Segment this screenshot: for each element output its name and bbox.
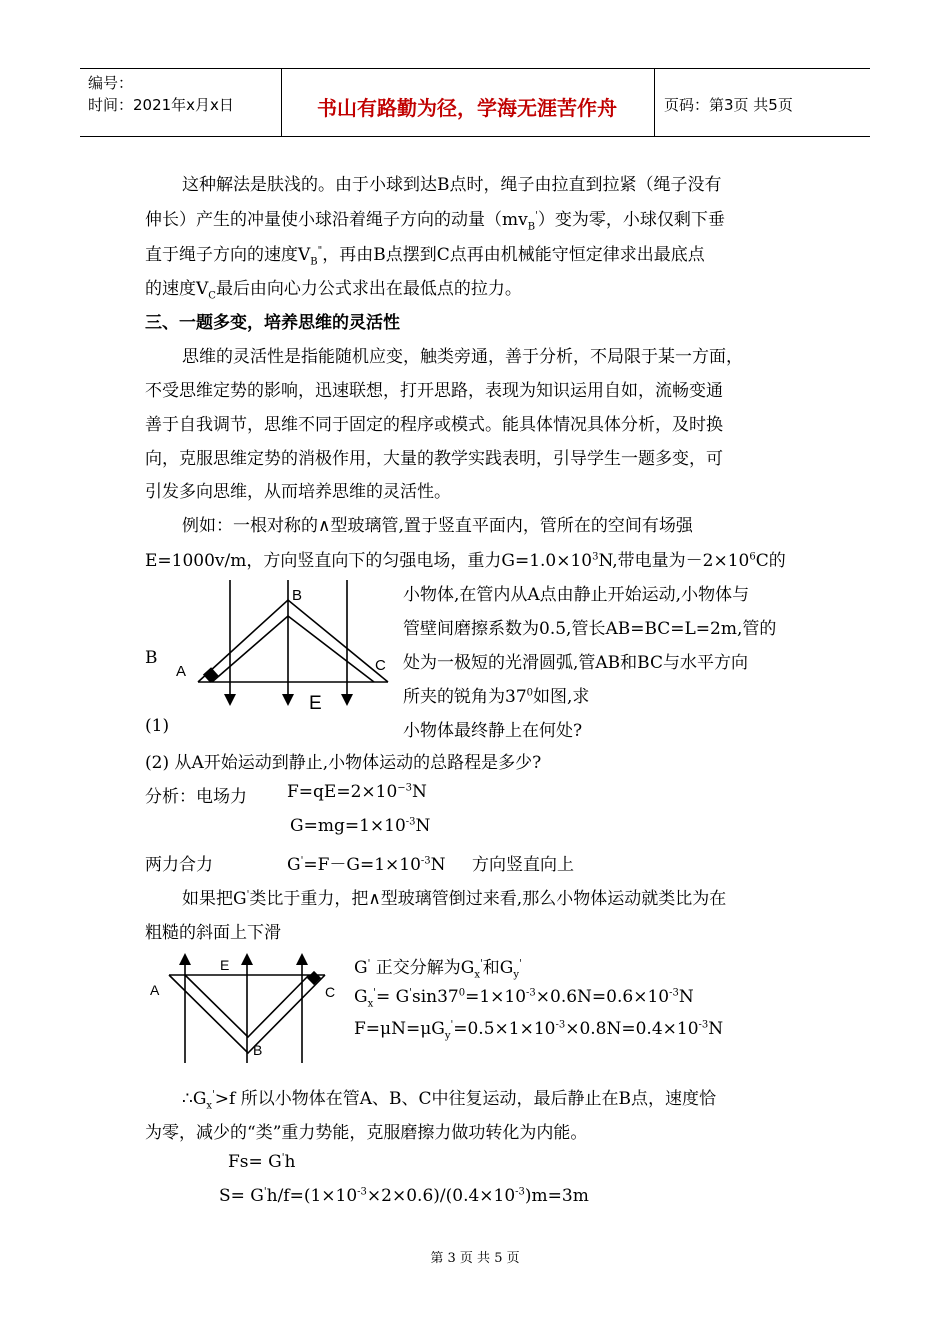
analysis-line-1: 分析：电场力 $F=qE=2\times 10^{-3}N$ — [145, 782, 427, 807]
p2-line-3: 善于自我调节，思维不同于固定的程序或模式。能具体情况具体分析，及时换 — [145, 415, 723, 435]
header-top-rule — [80, 68, 870, 69]
p1-line-4: 的速度$V_C$最后由向心力公式求出在最低点的拉力。 — [145, 279, 522, 302]
header-meta — [88, 72, 234, 116]
analysis-line-3: 两力合力 $G'=F-G=1\times 10^{-3}N$ 方向竖直向上 — [145, 855, 574, 875]
p1-line-3: 直于绳子方向的速度$V_B^"$，再由B点摆到C点再由机械能守恒定律求出最底点 — [145, 245, 705, 268]
decomp-line-2: $G_x'= G'\sin 37^0=1\times 10^{-3}\times 0.6N=0.6\times 10^{-3}N$ — [354, 987, 694, 1010]
example-line-1: 例如：一根对称的∧型玻璃管,置于竖直平面内，管所在的空间有场强 — [182, 516, 693, 536]
fig1-label-b: B — [292, 587, 303, 604]
fig1-label-a: A — [176, 663, 187, 680]
field-arrowheads — [179, 953, 308, 965]
p2-line-4: 向，克服思维定势的消极作用，大量的教学实践表明，引导学生一题多变，可 — [145, 449, 723, 469]
header-page-info: 页码：第3页 共5页 — [664, 96, 793, 114]
p2-line-1: 思维的灵活性是指能随机应变，触类旁通，善于分析，不局限于某一方面， — [182, 347, 743, 367]
figure-2-inverted-tube-diagram — [145, 945, 350, 1070]
side-label-b: B — [145, 648, 158, 668]
header-motto: 书山有路勤为径，学海无涯苦作舟 — [317, 96, 617, 120]
example-line-5: 处为一极短的光滑圆弧,管AB和BC与水平方向 — [403, 653, 748, 673]
fig2-label-b: B — [253, 1042, 263, 1058]
analogy-line-2: 粗糙的斜面上下滑 — [145, 923, 281, 943]
decomp-line-1: G' 正交分解为$G_x'$和$G_y'$ — [354, 958, 522, 981]
header-number: 编号： — [88, 74, 134, 92]
conclusion-line-2: 为零，减少的“类”重力势能，克服磨擦力做功转化为内能。 — [145, 1123, 588, 1143]
decomp-line-3: $F=\mu N=\mu G_y'=0.5\times 1\times 10^{-3}\times 0.8N=0.4\times 10^{-3}N$ — [354, 1019, 724, 1042]
equation-2: $S= G'h/f=(1\times 10^{-3}\times 2\times 0.6)/(0.4\times 10^{-3})m=3m$ — [219, 1186, 589, 1206]
fig1-label-e: E — [309, 693, 322, 714]
analogy-line-1: 如果把G'类比于重力，把∧型玻璃管倒过来看,那么小物体运动就类比为在 — [182, 889, 727, 909]
example-line-4: 管壁间磨擦系数为0.5,管长AB=BC=L=2m,管的 — [403, 619, 777, 639]
page-footer: 第 3 页 共 5 页 — [430, 1251, 520, 1266]
figure-1-tube-diagram — [170, 570, 400, 720]
header-time: 时间：2021年x月x日 — [88, 96, 234, 114]
small-object — [203, 667, 219, 683]
equation-1: Fs= G'h — [228, 1152, 296, 1172]
p2-line-2: 不受思维定势的影响，迅速联想，打开思路，表现为知识运用自如，流畅变通 — [145, 381, 723, 401]
fig2-label-e: E — [220, 957, 230, 973]
tube-inner-wall — [212, 616, 374, 682]
p1-line-1: 这种解法是肤浅的。由于小球到达B点时，绳子由拉直到拉紧（绳子没有 — [182, 175, 722, 195]
example-line-3: 小物体,在管内从A点由静止开始运动,小物体与 — [403, 585, 750, 605]
small-object — [307, 971, 321, 985]
example-line-6: 所夹的锐角为$37^0$如图,求 — [403, 687, 590, 707]
question-2: (2) 从A开始运动到静止,小物体运动的总路程是多少? — [145, 753, 542, 773]
header-bottom-rule — [80, 136, 870, 137]
fig2-label-c: C — [325, 984, 336, 1000]
header-divider-2 — [654, 68, 655, 136]
example-line-7: 小物体最终静上在何处? — [403, 721, 583, 741]
p2-line-5: 引发多向思维，从而培养思维的灵活性。 — [145, 482, 451, 502]
p1-line-2: 伸长）产生的冲量使小球沿着绳子方向的动量$(mv_B')$变为零，小球仅剩下垂 — [145, 210, 725, 233]
section-title: 三、一题多变，培养思维的灵活性 — [145, 313, 400, 333]
analysis-line-2: $G=mg=1\times 10^{-3}N$ — [290, 816, 431, 836]
conclusion-line-1: $\therefore G_x'>f$ 所以小物体在管A、B、C中往复运动，最后静止在B点，速度恰 — [182, 1089, 717, 1112]
example-line-2: E=1000v/m，方向竖直向下的匀强电场，重力$G=1.0\times 10^3N$,带电量为$-2\times 10^6C$的 — [145, 551, 786, 571]
question-1-label: (1) — [145, 716, 170, 736]
fig2-label-a: A — [150, 982, 160, 998]
field-arrowheads — [224, 694, 353, 706]
fig1-label-c: C — [375, 657, 386, 674]
